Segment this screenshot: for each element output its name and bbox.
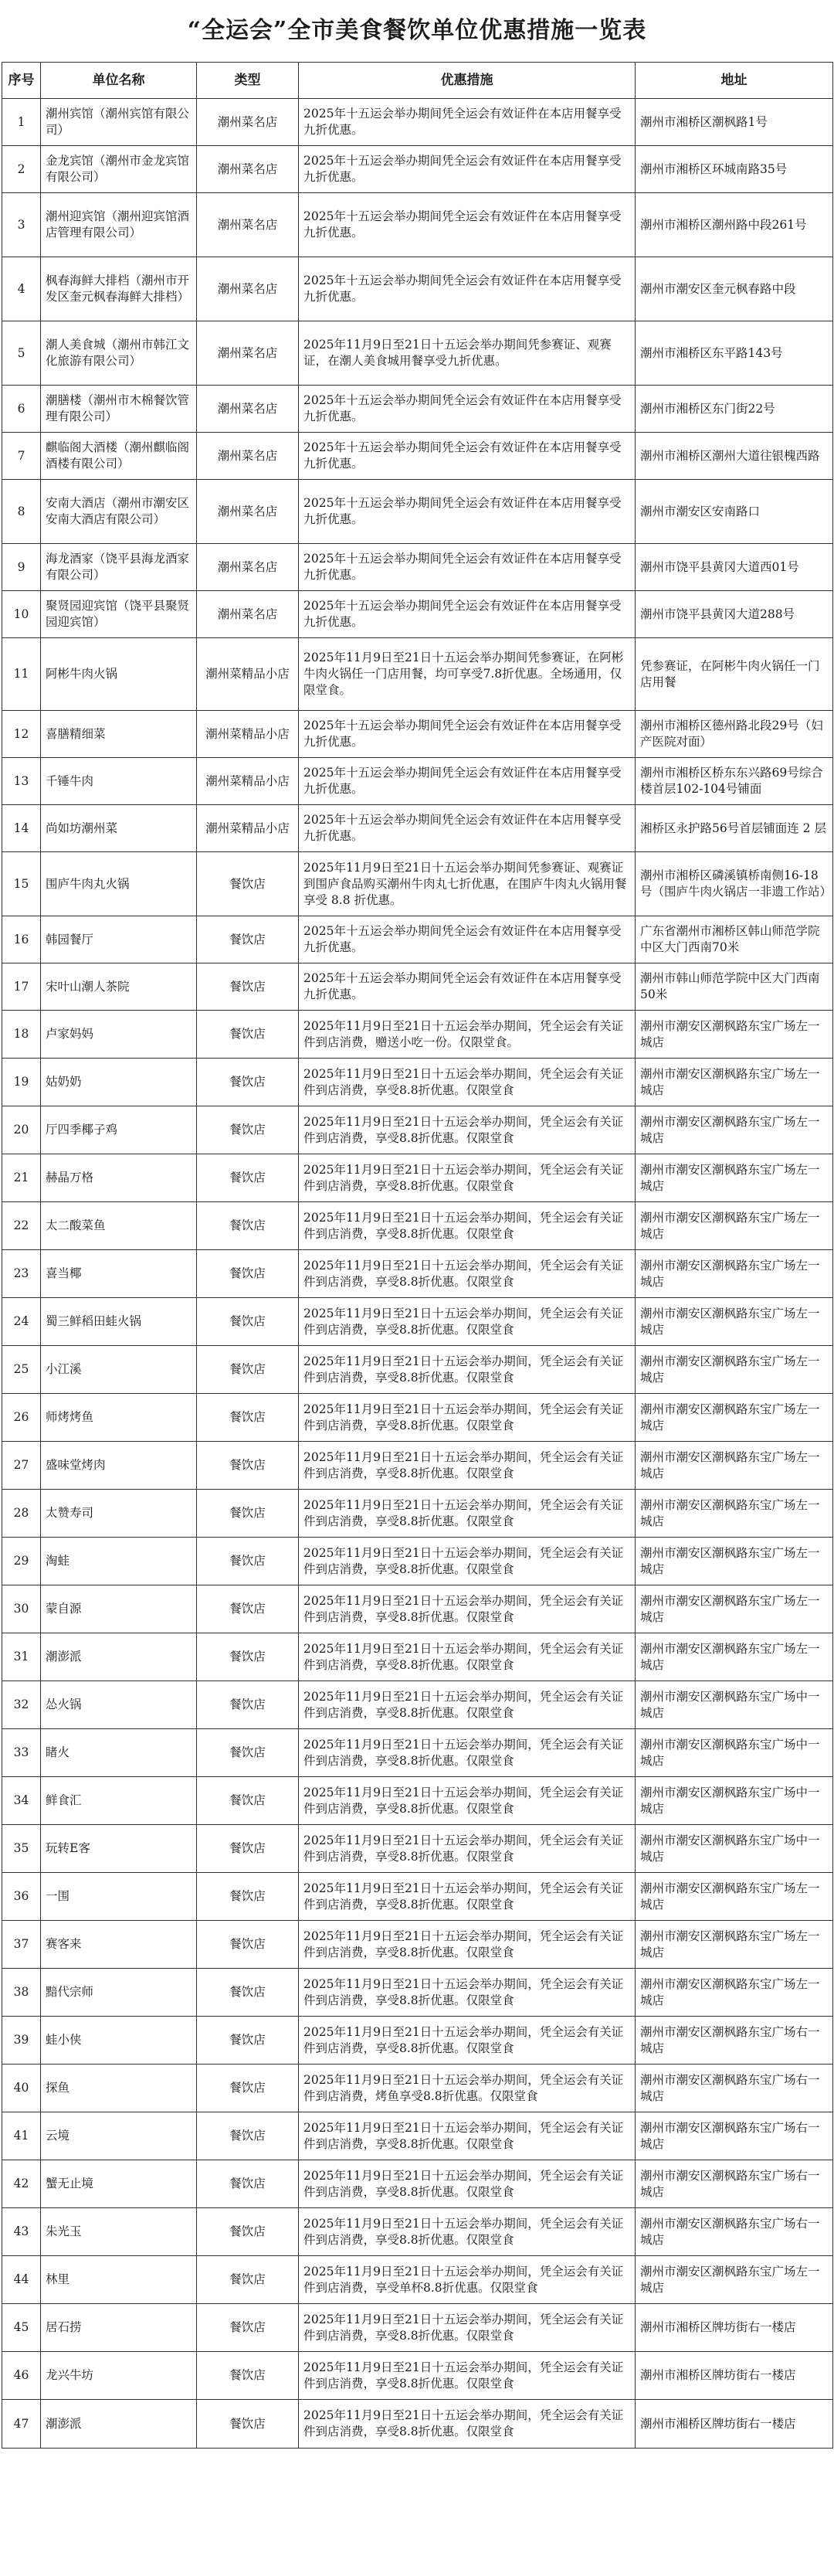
unit-type: 餐饮店 xyxy=(197,1538,299,1585)
row-number: 24 xyxy=(2,1298,41,1346)
row-number: 17 xyxy=(2,963,41,1011)
unit-type: 潮州菜名店 xyxy=(197,591,299,638)
row-number: 18 xyxy=(2,1011,41,1059)
row-number: 32 xyxy=(2,1681,41,1729)
unit-name: 赫晶万格 xyxy=(41,1154,197,1202)
header-type: 类型 xyxy=(197,63,299,99)
unit-name: 海龙酒家（饶平县海龙酒家有限公司） xyxy=(41,544,197,591)
table-row xyxy=(2,193,833,257)
unit-address: 潮州市潮安区潮枫路东宝广场中一城店 xyxy=(636,1825,833,1873)
discount-measure: 2025年11月9日至21日十五运会举办期间，凭全运会有关证件到店消费，享受8.8折优惠。仅限堂食 xyxy=(299,1825,636,1873)
unit-name: 宋叶山潮人茶院 xyxy=(41,963,197,1011)
unit-address: 潮州市湘桥区牌坊街右一楼店 xyxy=(636,2400,833,2449)
row-number: 29 xyxy=(2,1538,41,1585)
unit-address: 潮州市潮安区潮枫路东宝广场左一城店 xyxy=(636,1250,833,1298)
unit-name: 林里 xyxy=(41,2256,197,2304)
unit-type: 餐饮店 xyxy=(197,1585,299,1633)
table-row xyxy=(2,544,833,591)
table-row xyxy=(2,2208,833,2256)
table-row xyxy=(2,805,833,852)
unit-name: 千锤牛肉 xyxy=(41,758,197,805)
table-row xyxy=(2,1825,833,1873)
unit-address: 凭参赛证，在阿彬牛肉火锅任一门店用餐 xyxy=(636,638,833,711)
unit-type: 餐饮店 xyxy=(197,1825,299,1873)
table-row xyxy=(2,1442,833,1490)
unit-address: 潮州市潮安区潮枫路东宝广场左一城店 xyxy=(636,1490,833,1538)
unit-address: 潮州市湘桥区磷溪镇桥南侧16-18号（围庐牛肉火锅店一非遗工作站） xyxy=(636,852,833,916)
table-row xyxy=(2,916,833,963)
row-number: 19 xyxy=(2,1059,41,1106)
unit-type: 餐饮店 xyxy=(197,1729,299,1777)
unit-type: 餐饮店 xyxy=(197,1442,299,1490)
table-row xyxy=(2,321,833,386)
unit-name: 睹火 xyxy=(41,1729,197,1777)
header-no: 序号 xyxy=(2,63,41,99)
unit-name: 鲜食汇 xyxy=(41,1777,197,1825)
discount-measure: 2025年11月9日至21日十五运会举办期间，凭全运会有关证件到店消费，享受8.8折优惠。仅限堂食 xyxy=(299,1250,636,1298)
discount-measure: 2025年11月9日至21日十五运会举办期间，凭全运会有关证件到店消费，享受8.8折优惠。仅限堂食 xyxy=(299,1538,636,1585)
unit-name: 姑奶奶 xyxy=(41,1059,197,1106)
row-number: 28 xyxy=(2,1490,41,1538)
unit-type: 餐饮店 xyxy=(197,916,299,963)
discount-measure: 2025年十五运会举办期间凭全运会有效证件在本店用餐享受九折优惠。 xyxy=(299,433,636,480)
discount-measure: 2025年11月9日至21日十五运会举办期间凭参赛证、观赛证，在潮人美食城用餐享受九折优惠。 xyxy=(299,321,636,386)
discount-measure: 2025年11月9日至21日十五运会举办期间，凭全运会有关证件到店消费，享受8.8折优惠。仅限堂食 xyxy=(299,1154,636,1202)
row-number: 45 xyxy=(2,2304,41,2352)
table-row xyxy=(2,2160,833,2208)
unit-type: 餐饮店 xyxy=(197,1873,299,1921)
row-number: 38 xyxy=(2,1969,41,2017)
row-number: 36 xyxy=(2,1873,41,1921)
unit-type: 餐饮店 xyxy=(197,963,299,1011)
unit-name: 朱光玉 xyxy=(41,2208,197,2256)
table-row xyxy=(2,1729,833,1777)
unit-address: 潮州市潮安区潮枫路东宝广场左一城店 xyxy=(636,1298,833,1346)
unit-type: 潮州菜精品小店 xyxy=(197,711,299,758)
discount-measure: 2025年十五运会举办期间凭全运会有效证件在本店用餐享受九折优惠。 xyxy=(299,758,636,805)
discount-measure: 2025年11月9日至21日十五运会举办期间，凭全运会有关证件到店消费，享受8.8折优惠。仅限堂食 xyxy=(299,1298,636,1346)
row-number: 21 xyxy=(2,1154,41,1202)
unit-name: 太赞寿司 xyxy=(41,1490,197,1538)
discount-measure: 2025年11月9日至21日十五运会举办期间，凭全运会有关证件到店消费，享受8.8折优惠。仅限堂食 xyxy=(299,1729,636,1777)
unit-name: 云境 xyxy=(41,2112,197,2160)
table-row xyxy=(2,852,833,916)
unit-address: 潮州市湘桥区德州路北段29号（妇产医院对面） xyxy=(636,711,833,758)
unit-type: 潮州菜名店 xyxy=(197,99,299,146)
table-row xyxy=(2,1202,833,1250)
unit-name: 怂火锅 xyxy=(41,1681,197,1729)
unit-name: 阿彬牛肉火锅 xyxy=(41,638,197,711)
unit-address: 潮州市潮安区潮枫路东宝广场右一城店 xyxy=(636,2112,833,2160)
row-number: 33 xyxy=(2,1729,41,1777)
unit-name: 蛙小侠 xyxy=(41,2017,197,2065)
unit-type: 餐饮店 xyxy=(197,1921,299,1969)
unit-address: 潮州市湘桥区牌坊街右一楼店 xyxy=(636,2304,833,2352)
row-number: 16 xyxy=(2,916,41,963)
row-number: 40 xyxy=(2,2065,41,2112)
unit-name: 探鱼 xyxy=(41,2065,197,2112)
unit-name: 小江溪 xyxy=(41,1346,197,1394)
unit-address: 潮州市湘桥区东平路143号 xyxy=(636,321,833,386)
table-row xyxy=(2,1873,833,1921)
discount-measure: 2025年11月9日至21日十五运会举办期间，凭全运会有关证件到店消费，享受8.8折优惠。仅限堂食 xyxy=(299,2304,636,2352)
discount-measure: 2025年十五运会举办期间凭全运会有效证件在本店用餐享受九折优惠。 xyxy=(299,805,636,852)
table-row xyxy=(2,1969,833,2017)
row-number: 12 xyxy=(2,711,41,758)
unit-name: 卢家妈妈 xyxy=(41,1011,197,1059)
discount-measure: 2025年11月9日至21日十五运会举办期间，凭全运会有关证件到店消费，赠送小吃一份。仅限堂食。 xyxy=(299,1011,636,1059)
discount-measure: 2025年十五运会举办期间凭全运会有效证件在本店用餐享受九折优惠。 xyxy=(299,544,636,591)
table-row xyxy=(2,2304,833,2352)
row-number: 7 xyxy=(2,433,41,480)
unit-type: 潮州菜精品小店 xyxy=(197,758,299,805)
unit-type: 餐饮店 xyxy=(197,2352,299,2400)
unit-type: 餐饮店 xyxy=(197,2112,299,2160)
table-row xyxy=(2,1490,833,1538)
unit-address: 潮州市潮安区潮枫路东宝广场左一城店 xyxy=(636,1921,833,1969)
table-row xyxy=(2,386,833,433)
unit-type: 餐饮店 xyxy=(197,2017,299,2065)
discount-measure: 2025年十五运会举办期间凭全运会有效证件在本店用餐享受九折优惠。 xyxy=(299,591,636,638)
discount-measure: 2025年11月9日至21日十五运会举办期间凭参赛证、观赛证到围庐食品购买潮州牛肉丸七折优惠，在围庐牛肉丸火锅用餐享受 8.8 折优惠。 xyxy=(299,852,636,916)
discount-measure: 2025年11月9日至21日十五运会举办期间，凭全运会有关证件到店消费，享受8.8折优惠。仅限堂食 xyxy=(299,2352,636,2400)
unit-type: 餐饮店 xyxy=(197,1106,299,1154)
table-row xyxy=(2,711,833,758)
discount-measure: 2025年十五运会举办期间凭全运会有效证件在本店用餐享受九折优惠。 xyxy=(299,386,636,433)
unit-name: 师烤烤鱼 xyxy=(41,1394,197,1442)
discount-measure: 2025年十五运会举办期间凭全运会有效证件在本店用餐享受九折优惠。 xyxy=(299,193,636,257)
row-number: 9 xyxy=(2,544,41,591)
unit-address: 潮州市湘桥区潮枫路1号 xyxy=(636,99,833,146)
unit-address: 潮州市饶平县黄冈大道288号 xyxy=(636,591,833,638)
header-name: 单位名称 xyxy=(41,63,197,99)
unit-name: 韩园餐厅 xyxy=(41,916,197,963)
unit-name: 喜当椰 xyxy=(41,1250,197,1298)
table-row xyxy=(2,1346,833,1394)
unit-address: 潮州市韩山师范学院中区大门西南50米 xyxy=(636,963,833,1011)
unit-address: 潮州市湘桥区环城南路35号 xyxy=(636,146,833,193)
discount-measure: 2025年11月9日至21日十五运会举办期间，凭全运会有关证件到店消费，享受8.8折优惠。仅限堂食 xyxy=(299,1394,636,1442)
unit-name: 喜膳精细菜 xyxy=(41,711,197,758)
row-number: 4 xyxy=(2,257,41,321)
discount-measure: 2025年11月9日至21日十五运会举办期间，凭全运会有关证件到店消费，享受8.8折优惠。仅限堂食 xyxy=(299,1777,636,1825)
unit-address: 潮州市潮安区潮枫路东宝广场右一城店 xyxy=(636,2065,833,2112)
unit-type: 餐饮店 xyxy=(197,1777,299,1825)
unit-address: 潮州市湘桥区潮州大道往银槐西路 xyxy=(636,433,833,480)
unit-type: 餐饮店 xyxy=(197,1250,299,1298)
table-header-row xyxy=(2,63,833,99)
unit-name: 围庐牛肉丸火锅 xyxy=(41,852,197,916)
unit-address: 潮州市潮安区潮枫路东宝广场左一城店 xyxy=(636,1202,833,1250)
discount-measure: 2025年11月9日至21日十五运会举办期间，凭全运会有关证件到店消费，享受8.8折优惠。仅限堂食 xyxy=(299,1873,636,1921)
table-row xyxy=(2,1681,833,1729)
row-number: 11 xyxy=(2,638,41,711)
unit-address: 潮州市饶平县黄冈大道西01号 xyxy=(636,544,833,591)
unit-name: 安南大酒店（潮州市潮安区安南大酒店有限公司） xyxy=(41,480,197,544)
discount-measure: 2025年11月9日至21日十五运会举办期间，凭全运会有关证件到店消费，享受8.8折优惠。仅限堂食 xyxy=(299,1442,636,1490)
unit-name: 一围 xyxy=(41,1873,197,1921)
table-row xyxy=(2,1059,833,1106)
unit-address: 潮州市潮安区潮枫路东宝广场中一城店 xyxy=(636,1729,833,1777)
unit-address: 广东省潮州市湘桥区韩山师范学院中区大门西南70米 xyxy=(636,916,833,963)
table-row xyxy=(2,2352,833,2400)
unit-name: 尚如坊潮州菜 xyxy=(41,805,197,852)
table-row xyxy=(2,1921,833,1969)
unit-address: 潮州市潮安区潮枫路东宝广场左一城店 xyxy=(636,1394,833,1442)
unit-address: 潮州市潮安区潮枫路东宝广场右一城店 xyxy=(636,2160,833,2208)
row-number: 44 xyxy=(2,2256,41,2304)
unit-type: 餐饮店 xyxy=(197,2160,299,2208)
table-row xyxy=(2,2112,833,2160)
table-row xyxy=(2,638,833,711)
discount-measure: 2025年11月9日至21日十五运会举办期间，凭全运会有关证件到店消费，享受8.8折优惠。仅限堂食 xyxy=(299,1059,636,1106)
discount-measure: 2025年11月9日至21日十五运会举办期间，凭全运会有关证件到店消费，享受8.8折优惠。仅限堂食 xyxy=(299,1202,636,1250)
table-row xyxy=(2,1154,833,1202)
unit-type: 餐饮店 xyxy=(197,1490,299,1538)
unit-type: 餐饮店 xyxy=(197,1154,299,1202)
unit-name: 蜀三鲜稻田蛙火锅 xyxy=(41,1298,197,1346)
unit-address: 潮州市潮安区潮枫路东宝广场左一城店 xyxy=(636,1346,833,1394)
row-number: 2 xyxy=(2,146,41,193)
header-address: 地址 xyxy=(636,63,833,99)
table-row xyxy=(2,591,833,638)
row-number: 30 xyxy=(2,1585,41,1633)
unit-type: 潮州菜名店 xyxy=(197,544,299,591)
unit-name: 潮州迎宾馆（潮州迎宾馆酒店管理有限公司） xyxy=(41,193,197,257)
unit-address: 潮州市潮安区潮枫路东宝广场左一城店 xyxy=(636,1154,833,1202)
unit-type: 餐饮店 xyxy=(197,2304,299,2352)
discount-measure: 2025年11月9日至21日十五运会举办期间凭参赛证，在阿彬牛肉火锅任一门店用餐，均可享受7.8折优惠。全场通用，仅限堂食。 xyxy=(299,638,636,711)
unit-name: 潮澎派 xyxy=(41,2400,197,2449)
row-number: 15 xyxy=(2,852,41,916)
row-number: 41 xyxy=(2,2112,41,2160)
unit-address: 潮州市潮安区潮枫路东宝广场左一城店 xyxy=(636,1873,833,1921)
table-row xyxy=(2,2017,833,2065)
unit-type: 餐饮店 xyxy=(197,1298,299,1346)
table-row xyxy=(2,433,833,480)
row-number: 22 xyxy=(2,1202,41,1250)
table-row xyxy=(2,2256,833,2304)
unit-type: 餐饮店 xyxy=(197,1011,299,1059)
unit-name: 金龙宾馆（潮州市金龙宾馆有限公司） xyxy=(41,146,197,193)
unit-address: 潮州市潮安区潮枫路东宝广场左一城店 xyxy=(636,1969,833,2017)
discount-measure: 2025年11月9日至21日十五运会举办期间，凭全运会有关证件到店消费，享受单杯8.8折优惠。仅限堂食 xyxy=(299,2256,636,2304)
discount-measure: 2025年11月9日至21日十五运会举办期间，凭全运会有关证件到店消费，享受8.8折优惠。仅限堂食 xyxy=(299,1490,636,1538)
row-number: 3 xyxy=(2,193,41,257)
unit-type: 潮州菜精品小店 xyxy=(197,805,299,852)
row-number: 27 xyxy=(2,1442,41,1490)
table-row xyxy=(2,1394,833,1442)
table-row xyxy=(2,2065,833,2112)
table-row xyxy=(2,1250,833,1298)
unit-type: 餐饮店 xyxy=(197,2208,299,2256)
unit-type: 潮州菜名店 xyxy=(197,433,299,480)
unit-name: 厅四季椰子鸡 xyxy=(41,1106,197,1154)
row-number: 26 xyxy=(2,1394,41,1442)
discount-measure: 2025年十五运会举办期间凭全运会有效证件在本店用餐享受九折优惠。 xyxy=(299,916,636,963)
table-row xyxy=(2,1011,833,1059)
unit-name: 蒙自源 xyxy=(41,1585,197,1633)
table-row xyxy=(2,480,833,544)
row-number: 46 xyxy=(2,2352,41,2400)
unit-type: 餐饮店 xyxy=(197,2400,299,2449)
unit-address: 潮州市潮安区潮枫路东宝广场左一城店 xyxy=(636,1538,833,1585)
unit-name: 赛客来 xyxy=(41,1921,197,1969)
unit-type: 餐饮店 xyxy=(197,1681,299,1729)
discount-table xyxy=(2,62,833,2449)
discount-measure: 2025年十五运会举办期间凭全运会有效证件在本店用餐享受九折优惠。 xyxy=(299,480,636,544)
unit-type: 潮州菜精品小店 xyxy=(197,638,299,711)
unit-type: 潮州菜名店 xyxy=(197,193,299,257)
discount-measure: 2025年11月9日至21日十五运会举办期间，凭全运会有关证件到店消费，享受8.8折优惠。仅限堂食 xyxy=(299,1106,636,1154)
discount-measure: 2025年十五运会举办期间凭全运会有效证件在本店用餐享受九折优惠。 xyxy=(299,257,636,321)
table-row xyxy=(2,146,833,193)
discount-measure: 2025年十五运会举办期间凭全运会有效证件在本店用餐享受九折优惠。 xyxy=(299,963,636,1011)
unit-address: 潮州市潮安区潮枫路东宝广场右一城店 xyxy=(636,2017,833,2065)
table-row xyxy=(2,1298,833,1346)
row-number: 43 xyxy=(2,2208,41,2256)
unit-address: 潮州市湘桥区牌坊街右一楼店 xyxy=(636,2352,833,2400)
row-number: 31 xyxy=(2,1633,41,1681)
unit-type: 潮州菜名店 xyxy=(197,480,299,544)
discount-measure: 2025年11月9日至21日十五运会举办期间，凭全运会有关证件到店消费，享受8.8折优惠。仅限堂食 xyxy=(299,2112,636,2160)
table-row xyxy=(2,99,833,146)
row-number: 14 xyxy=(2,805,41,852)
row-number: 37 xyxy=(2,1921,41,1969)
unit-address: 潮州市湘桥区桥东东兴路69号综合楼首层102-104号铺面 xyxy=(636,758,833,805)
unit-address: 湘桥区永护路56号首层铺面连 2 层 xyxy=(636,805,833,852)
discount-measure: 2025年十五运会举办期间凭全运会有效证件在本店用餐享受九折优惠。 xyxy=(299,711,636,758)
unit-type: 餐饮店 xyxy=(197,2256,299,2304)
unit-address: 潮州市潮安区潮枫路东宝广场左一城店 xyxy=(636,1633,833,1681)
unit-name: 麒临阁大酒楼（潮州麒临阁酒楼有限公司） xyxy=(41,433,197,480)
discount-measure: 2025年十五运会举办期间凭全运会有效证件在本店用餐享受九折优惠。 xyxy=(299,99,636,146)
discount-measure: 2025年11月9日至21日十五运会举办期间，凭全运会有关证件到店消费，享受8.8折优惠。仅限堂食 xyxy=(299,1681,636,1729)
unit-address: 潮州市潮安区潮枫路东宝广场左一城店 xyxy=(636,1106,833,1154)
row-number: 6 xyxy=(2,386,41,433)
row-number: 34 xyxy=(2,1777,41,1825)
unit-name: 龙兴牛坊 xyxy=(41,2352,197,2400)
table-row xyxy=(2,758,833,805)
unit-address: 潮州市湘桥区东门街22号 xyxy=(636,386,833,433)
unit-address: 潮州市潮安区奎元枫春路中段 xyxy=(636,257,833,321)
unit-name: 潮膳楼（潮州市木棉餐饮管理有限公司） xyxy=(41,386,197,433)
unit-name: 玩转E客 xyxy=(41,1825,197,1873)
discount-measure: 2025年11月9日至21日十五运会举办期间，凭全运会有关证件到店消费，享受8.8折优惠。仅限堂食 xyxy=(299,1969,636,2017)
unit-address: 潮州市潮安区潮枫路东宝广场左一城店 xyxy=(636,1442,833,1490)
row-number: 47 xyxy=(2,2400,41,2449)
discount-measure: 2025年11月9日至21日十五运会举办期间，凭全运会有关证件到店消费，享受8.8折优惠。仅限堂食 xyxy=(299,2160,636,2208)
table-row xyxy=(2,1633,833,1681)
unit-address: 潮州市潮安区潮枫路东宝广场右一城店 xyxy=(636,2208,833,2256)
row-number: 23 xyxy=(2,1250,41,1298)
unit-type: 潮州菜名店 xyxy=(197,386,299,433)
header-measure: 优惠措施 xyxy=(299,63,636,99)
discount-measure: 2025年11月9日至21日十五运会举办期间，凭全运会有关证件到店消费，享受8.8折优惠。仅限堂食 xyxy=(299,1633,636,1681)
row-number: 42 xyxy=(2,2160,41,2208)
unit-name: 黯代宗师 xyxy=(41,1969,197,2017)
unit-name: 枫春海鲜大排档（潮州市开发区奎元枫春海鲜大排档） xyxy=(41,257,197,321)
unit-type: 餐饮店 xyxy=(197,1346,299,1394)
unit-type: 餐饮店 xyxy=(197,852,299,916)
row-number: 5 xyxy=(2,321,41,386)
row-number: 10 xyxy=(2,591,41,638)
unit-type: 餐饮店 xyxy=(197,1202,299,1250)
unit-address: 潮州市潮安区潮枫路东宝广场中一城店 xyxy=(636,1681,833,1729)
row-number: 20 xyxy=(2,1106,41,1154)
row-number: 25 xyxy=(2,1346,41,1394)
discount-measure: 2025年11月9日至21日十五运会举办期间，凭全运会有关证件到店消费，享受8.8折优惠。仅限堂食 xyxy=(299,1921,636,1969)
discount-measure: 2025年11月9日至21日十五运会举办期间，凭全运会有关证件到店消费，享受8.8折优惠。仅限堂食 xyxy=(299,2017,636,2065)
unit-type: 餐饮店 xyxy=(197,1969,299,2017)
row-number: 8 xyxy=(2,480,41,544)
unit-name: 聚贤园迎宾馆（饶平县聚贤园迎宾馆） xyxy=(41,591,197,638)
table-body xyxy=(2,99,833,2449)
unit-address: 潮州市潮安区安南路口 xyxy=(636,480,833,544)
discount-measure: 2025年十五运会举办期间凭全运会有效证件在本店用餐享受九折优惠。 xyxy=(299,146,636,193)
table-row xyxy=(2,963,833,1011)
unit-type: 餐饮店 xyxy=(197,2065,299,2112)
unit-address: 潮州市潮安区潮枫路东宝广场左一城店 xyxy=(636,2256,833,2304)
unit-type: 餐饮店 xyxy=(197,1059,299,1106)
unit-address: 潮州市潮安区潮枫路东宝广场中一城店 xyxy=(636,1777,833,1825)
unit-name: 居石捞 xyxy=(41,2304,197,2352)
unit-name: 太二酸菜鱼 xyxy=(41,1202,197,1250)
discount-measure: 2025年11月9日至21日十五运会举办期间，凭全运会有关证件到店消费，烤鱼享受8.8折优惠。仅限堂食 xyxy=(299,2065,636,2112)
unit-type: 潮州菜名店 xyxy=(197,321,299,386)
unit-address: 潮州市潮安区潮枫路东宝广场左一城店 xyxy=(636,1059,833,1106)
unit-type: 餐饮店 xyxy=(197,1633,299,1681)
unit-name: 淘蛙 xyxy=(41,1538,197,1585)
discount-measure: 2025年11月9日至21日十五运会举办期间，凭全运会有关证件到店消费，享受8.8折优惠。仅限堂食 xyxy=(299,2208,636,2256)
unit-name: 潮州宾馆（潮州宾馆有限公司） xyxy=(41,99,197,146)
unit-address: 潮州市湘桥区潮州路中段261号 xyxy=(636,193,833,257)
unit-type: 餐饮店 xyxy=(197,1394,299,1442)
table-row xyxy=(2,1777,833,1825)
unit-name: 蟹无止境 xyxy=(41,2160,197,2208)
discount-measure: 2025年11月9日至21日十五运会举办期间，凭全运会有关证件到店消费，享受8.8折优惠。仅限堂食 xyxy=(299,1346,636,1394)
row-number: 13 xyxy=(2,758,41,805)
table-row xyxy=(2,2400,833,2449)
row-number: 1 xyxy=(2,99,41,146)
table-row xyxy=(2,257,833,321)
row-number: 35 xyxy=(2,1825,41,1873)
table-row xyxy=(2,1106,833,1154)
row-number: 39 xyxy=(2,2017,41,2065)
table-row xyxy=(2,1585,833,1633)
discount-measure: 2025年11月9日至21日十五运会举办期间，凭全运会有关证件到店消费，享受8.8折优惠。仅限堂食 xyxy=(299,1585,636,1633)
unit-type: 潮州菜名店 xyxy=(197,257,299,321)
page-title: “全运会”全市美食餐饮单位优惠措施一览表 xyxy=(187,17,647,44)
unit-name: 潮澎派 xyxy=(41,1633,197,1681)
table-row xyxy=(2,1538,833,1585)
unit-name: 盛味堂烤肉 xyxy=(41,1442,197,1490)
unit-address: 潮州市潮安区潮枫路东宝广场左一城店 xyxy=(636,1011,833,1059)
unit-name: 潮人美食城（潮州市韩江文化旅游有限公司） xyxy=(41,321,197,386)
unit-address: 潮州市潮安区潮枫路东宝广场左一城店 xyxy=(636,1585,833,1633)
discount-measure: 2025年11月9日至21日十五运会举办期间，凭全运会有关证件到店消费，享受8.8折优惠。仅限堂食 xyxy=(299,2400,636,2449)
unit-type: 潮州菜名店 xyxy=(197,146,299,193)
